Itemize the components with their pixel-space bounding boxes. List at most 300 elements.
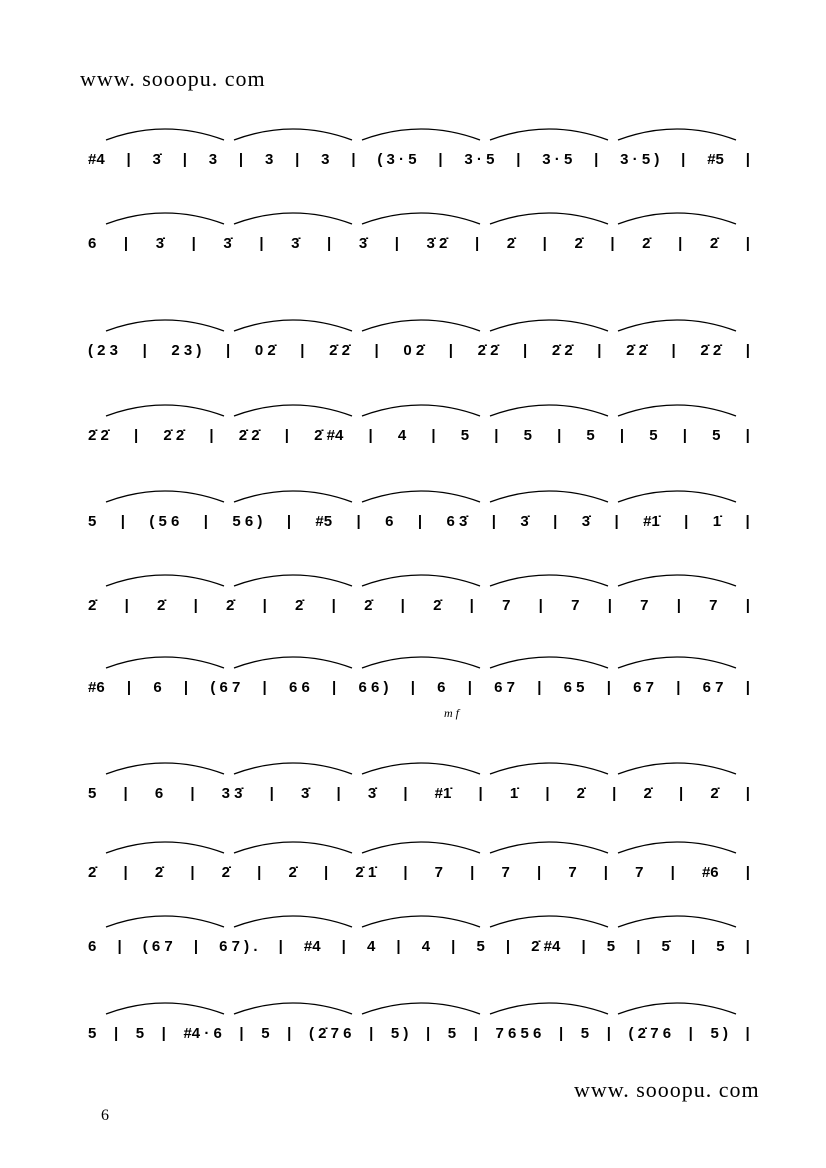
note-line: [86, 931, 752, 961]
note-group: 5: [606, 937, 616, 955]
note-group: 4: [397, 426, 407, 444]
note-group: 7: [709, 596, 718, 614]
note-line: [86, 506, 752, 536]
note-group: 5: [88, 1024, 97, 1042]
note-group: 2̇: [288, 863, 297, 881]
note-group: 3: [208, 150, 218, 168]
slur: [618, 213, 736, 224]
slur: [362, 657, 480, 668]
note-group: 5: [716, 937, 725, 955]
barline: |: [636, 937, 641, 955]
note-group: 2̇: [506, 234, 516, 252]
barline: |: [126, 678, 132, 696]
barline: |: [473, 1024, 478, 1042]
note-group: 6 5: [563, 678, 585, 696]
note-group: 3: [264, 150, 274, 168]
note-group: ( 3 · 5: [377, 150, 417, 168]
barline: |: [607, 596, 612, 614]
barline: |: [614, 512, 619, 530]
slur: [106, 842, 224, 853]
slur: [618, 916, 736, 927]
barline: |: [123, 234, 129, 252]
slur: [490, 405, 608, 416]
note-group: 2̇ 2̇: [477, 341, 499, 359]
slur: [234, 320, 352, 331]
barline: |: [448, 341, 453, 359]
barline: |: [538, 596, 543, 614]
barline: |: [597, 341, 602, 359]
barline: |: [400, 596, 405, 614]
note-group: 5: [460, 426, 470, 444]
barline: |: [331, 596, 336, 614]
note-group: 6 6: [288, 678, 310, 696]
note-group: 3̇: [581, 512, 591, 530]
note-group: 6: [88, 937, 97, 955]
barline: |: [193, 596, 198, 614]
barline: |: [745, 596, 750, 614]
note-group: 7: [635, 863, 644, 881]
note-line: [86, 590, 752, 620]
note-group: ( 2̇ 7 6: [628, 1024, 672, 1042]
note-group: 7: [568, 863, 577, 881]
note-group: 4: [421, 937, 431, 955]
barline: |: [117, 937, 122, 955]
note-group: #1̇: [643, 512, 660, 530]
note-group: 6: [154, 784, 164, 802]
note-group: 5: [649, 426, 658, 444]
note-group: 2̇: [642, 234, 651, 252]
slur: [106, 763, 224, 774]
barline: |: [537, 678, 542, 696]
note-group: 6: [88, 234, 97, 252]
barline: |: [203, 512, 208, 530]
barline: |: [536, 863, 542, 881]
barline: |: [606, 1024, 611, 1042]
barline: |: [745, 863, 750, 881]
barline: |: [467, 678, 472, 696]
score-line-10: [86, 891, 752, 987]
barline: |: [612, 784, 617, 802]
barline: |: [678, 784, 684, 802]
barline: |: [410, 678, 415, 696]
note-line: [86, 420, 752, 450]
slur: [490, 491, 608, 502]
barline: |: [262, 678, 267, 696]
barline: |: [257, 863, 262, 881]
note-group: 6 7: [702, 678, 724, 696]
barline: |: [226, 341, 231, 359]
note-group: ( 5 6: [149, 512, 180, 530]
note-group: 3̇: [152, 150, 161, 168]
barline: |: [193, 937, 199, 955]
barline: |: [745, 937, 750, 955]
slur: [234, 1003, 352, 1014]
barline: |: [394, 234, 399, 252]
slur: [362, 763, 480, 774]
barline: |: [161, 1024, 166, 1042]
barline: |: [341, 937, 346, 955]
note-group: 5: [88, 512, 97, 530]
note-group: 0 2̇: [254, 341, 276, 359]
barline: |: [238, 150, 244, 168]
barline: |: [516, 150, 521, 168]
note-group: 3 · 5: [542, 150, 573, 168]
note-group: 7: [640, 596, 649, 614]
slur: [618, 320, 736, 331]
note-group: 5: [88, 784, 97, 802]
note-group: 5: [261, 1024, 270, 1042]
dynamic-mark: m f: [444, 706, 459, 720]
barline: |: [494, 426, 499, 444]
slur: [106, 213, 224, 224]
barline: |: [670, 863, 675, 881]
barline: |: [182, 150, 187, 168]
page-number: 6: [101, 1107, 109, 1124]
note-group: 5̇: [661, 937, 670, 955]
barline: |: [368, 426, 373, 444]
barline: |: [191, 234, 196, 252]
barline: |: [300, 341, 305, 359]
slur: [490, 763, 608, 774]
barline: |: [396, 937, 401, 955]
slur: [362, 916, 480, 927]
slur: [618, 129, 736, 140]
slur: [234, 842, 352, 853]
note-group: 2̇: [226, 596, 235, 614]
slur: [618, 763, 736, 774]
barline: |: [259, 234, 264, 252]
note-group: 2̇: [433, 596, 442, 614]
barline: |: [469, 596, 474, 614]
barline: |: [557, 426, 562, 444]
watermark-top: www. sooopu. com: [80, 66, 266, 91]
barline: |: [336, 784, 341, 802]
note-group: 2̇ 2̇: [700, 341, 722, 359]
barline: |: [553, 512, 558, 530]
slur: [362, 842, 480, 853]
barline: |: [478, 784, 483, 802]
note-group: 2̇ 1̇: [355, 863, 377, 881]
note-line: [86, 144, 752, 174]
note-group: 2̇: [364, 596, 373, 614]
barline: |: [113, 1024, 119, 1042]
note-group: 3̇: [291, 234, 300, 252]
note-line: [86, 672, 752, 702]
barline: |: [682, 426, 687, 444]
note-group: 2̇ 2̇: [626, 341, 647, 359]
barline: |: [688, 1024, 693, 1042]
slur: [618, 491, 736, 502]
slur: [490, 657, 608, 668]
barline: |: [470, 863, 475, 881]
barline: |: [474, 234, 480, 252]
slur: [106, 491, 224, 502]
barline: |: [183, 678, 189, 696]
barline: |: [745, 150, 750, 168]
note-group: 5: [476, 937, 485, 955]
note-group: 3 3̇: [221, 784, 243, 802]
note-group: 2̇: [710, 784, 719, 802]
barline: |: [745, 678, 750, 696]
barline: |: [431, 426, 436, 444]
barline: |: [745, 1024, 750, 1042]
note-group: 6 6 ): [358, 678, 389, 696]
barline: |: [134, 426, 139, 444]
barline: |: [606, 678, 611, 696]
slur: [618, 575, 736, 586]
note-group: 2̇ 2̇: [551, 341, 573, 359]
slur: [362, 1003, 480, 1014]
slur: [234, 657, 352, 668]
note-group: 7: [501, 863, 510, 881]
note-group: 6: [437, 678, 446, 696]
barline: |: [126, 150, 131, 168]
barline: |: [142, 341, 147, 359]
slur: [234, 491, 352, 502]
barline: |: [327, 234, 332, 252]
barline: |: [581, 937, 586, 955]
barline: |: [262, 596, 267, 614]
note-line: [86, 228, 752, 258]
note-group: 2̇ #4: [314, 426, 344, 444]
slur: [234, 575, 352, 586]
barline: |: [323, 863, 329, 881]
note-group: 5: [523, 426, 532, 444]
score-line-1: [86, 104, 752, 200]
barline: |: [369, 1024, 374, 1042]
note-group: #6: [88, 678, 105, 696]
note-group: 6 7: [494, 678, 515, 696]
barline: |: [239, 1024, 244, 1042]
note-group: 3̇: [520, 512, 529, 530]
note-group: 2̇: [574, 234, 583, 252]
watermark-bottom: www. sooopu. com: [574, 1077, 760, 1102]
slur: [362, 575, 480, 586]
barline: |: [356, 512, 361, 530]
note-group: #6: [701, 863, 719, 881]
slur: [490, 213, 608, 224]
note-group: 5 6 ): [232, 512, 263, 530]
note-group: 5: [586, 426, 595, 444]
note-group: #4: [303, 937, 321, 955]
slur: [234, 405, 352, 416]
barline: |: [542, 234, 547, 252]
slur: [490, 129, 608, 140]
slur: [106, 916, 224, 927]
barline: |: [284, 426, 289, 444]
note-group: 3 · 5 ): [620, 150, 660, 168]
barline: |: [610, 234, 615, 252]
slur: [618, 1003, 736, 1014]
note-group: 3̇: [358, 234, 368, 252]
barline: |: [351, 150, 356, 168]
barline: |: [678, 234, 683, 252]
note-group: ( 2 3: [88, 341, 119, 359]
note-group: #5: [315, 512, 333, 530]
note-line: [86, 1018, 752, 1048]
note-group: 5 ): [390, 1024, 409, 1042]
note-group: 2̇: [88, 596, 97, 614]
note-group: 4: [366, 937, 376, 955]
note-group: 3̇: [223, 234, 232, 252]
score-line-5: [86, 466, 752, 562]
barline: |: [745, 512, 750, 530]
slur: [234, 916, 352, 927]
note-group: 5: [135, 1024, 145, 1042]
barline: |: [438, 150, 443, 168]
barline: |: [451, 937, 456, 955]
note-group: 5: [712, 426, 721, 444]
barline: |: [269, 784, 274, 802]
barline: |: [745, 784, 750, 802]
note-group: 7: [571, 596, 580, 614]
note-group: 5: [447, 1024, 457, 1042]
barline: |: [676, 596, 681, 614]
barline: |: [745, 234, 750, 252]
note-group: 6: [385, 512, 394, 530]
note-group: 6 3̇: [446, 512, 468, 530]
note-line: [86, 335, 752, 365]
slur: [106, 575, 224, 586]
note-group: ( 2̇ 7 6: [308, 1024, 352, 1042]
barline: |: [425, 1024, 431, 1042]
note-group: 3̇: [155, 234, 165, 252]
barline: |: [190, 784, 195, 802]
slur: [106, 657, 224, 668]
slur: [490, 320, 608, 331]
note-group: #4 · 6: [183, 1024, 222, 1042]
slur: [106, 129, 224, 140]
barline: |: [286, 512, 292, 530]
note-group: 2̇: [88, 863, 97, 881]
note-group: #5: [707, 150, 724, 168]
barline: |: [190, 863, 195, 881]
barline: |: [123, 863, 128, 881]
note-group: 2̇: [157, 596, 166, 614]
note-group: 2̇: [576, 784, 585, 802]
slur: [490, 842, 608, 853]
score-line-11: [86, 978, 752, 1074]
slur: [618, 842, 736, 853]
note-line: [86, 857, 752, 887]
note-group: #4: [88, 150, 105, 168]
barline: |: [745, 426, 750, 444]
barline: |: [603, 863, 608, 881]
barline: |: [684, 512, 689, 530]
barline: |: [120, 512, 125, 530]
note-group: 7: [434, 863, 443, 881]
slur: [490, 575, 608, 586]
slur: [362, 491, 480, 502]
note-group: 3̇: [301, 784, 310, 802]
note-group: 6 7 ) .: [219, 937, 258, 955]
note-group: #1̇: [434, 784, 452, 802]
slur: [234, 213, 352, 224]
note-group: 2̇ 2̇: [163, 426, 185, 444]
barline: |: [545, 784, 550, 802]
slur: [362, 320, 480, 331]
note-group: 2̇: [154, 863, 164, 881]
slur: [618, 657, 736, 668]
note-group: 2̇: [221, 863, 230, 881]
barline: |: [676, 678, 681, 696]
slur: [362, 129, 480, 140]
slur: [234, 763, 352, 774]
barline: |: [671, 341, 676, 359]
score-line-7: [86, 632, 752, 728]
note-group: 0 2̇: [403, 341, 425, 359]
note-group: 1̇: [509, 784, 519, 802]
barline: |: [403, 863, 408, 881]
note-group: 5: [580, 1024, 590, 1042]
note-group: 7 6 5 6: [495, 1024, 542, 1042]
note-group: 3: [321, 150, 330, 168]
barline: |: [124, 596, 129, 614]
barline: |: [681, 150, 686, 168]
slur: [490, 1003, 608, 1014]
barline: |: [374, 341, 379, 359]
note-group: 6: [153, 678, 162, 696]
note-group: 2 3 ): [171, 341, 202, 359]
note-line: [86, 778, 752, 808]
barline: |: [745, 341, 750, 359]
note-group: 5 ): [710, 1024, 728, 1042]
note-group: ( 6 7: [142, 937, 173, 955]
score-line-3: [86, 295, 752, 391]
barline: |: [491, 512, 496, 530]
note-group: 2̇ 2̇: [238, 426, 260, 444]
note-group: 2̇: [643, 784, 652, 802]
barline: |: [123, 784, 128, 802]
barline: |: [209, 426, 214, 444]
note-group: 2̇ 2̇: [329, 341, 350, 359]
note-group: 1̇: [712, 512, 722, 530]
note-group: 6 7: [633, 678, 654, 696]
note-group: 7: [502, 596, 511, 614]
barline: |: [505, 937, 511, 955]
score-line-2: [86, 188, 752, 284]
barline: |: [594, 150, 599, 168]
barline: |: [690, 937, 696, 955]
note-group: 2̇: [295, 596, 304, 614]
note-group: 2̇: [709, 234, 719, 252]
note-group: 3̇: [367, 784, 377, 802]
slur: [106, 1003, 224, 1014]
barline: |: [619, 426, 625, 444]
barline: |: [403, 784, 408, 802]
barline: |: [417, 512, 423, 530]
barline: |: [523, 341, 528, 359]
slur: [618, 405, 736, 416]
barline: |: [278, 937, 283, 955]
slur: [106, 405, 224, 416]
note-group: 2̇ #4: [531, 937, 561, 955]
note-group: 3 · 5: [464, 150, 495, 168]
barline: |: [295, 150, 300, 168]
slur: [234, 129, 352, 140]
slur: [106, 320, 224, 331]
slur: [490, 916, 608, 927]
barline: |: [332, 678, 337, 696]
score-line-4: [86, 380, 752, 476]
note-group: 3̇ 2̇: [426, 234, 448, 252]
barline: |: [558, 1024, 564, 1042]
note-group: ( 6 7: [210, 678, 241, 696]
barline: |: [287, 1024, 292, 1042]
note-group: 2̇ 2̇: [88, 426, 109, 444]
slur: [362, 405, 480, 416]
slur: [362, 213, 480, 224]
